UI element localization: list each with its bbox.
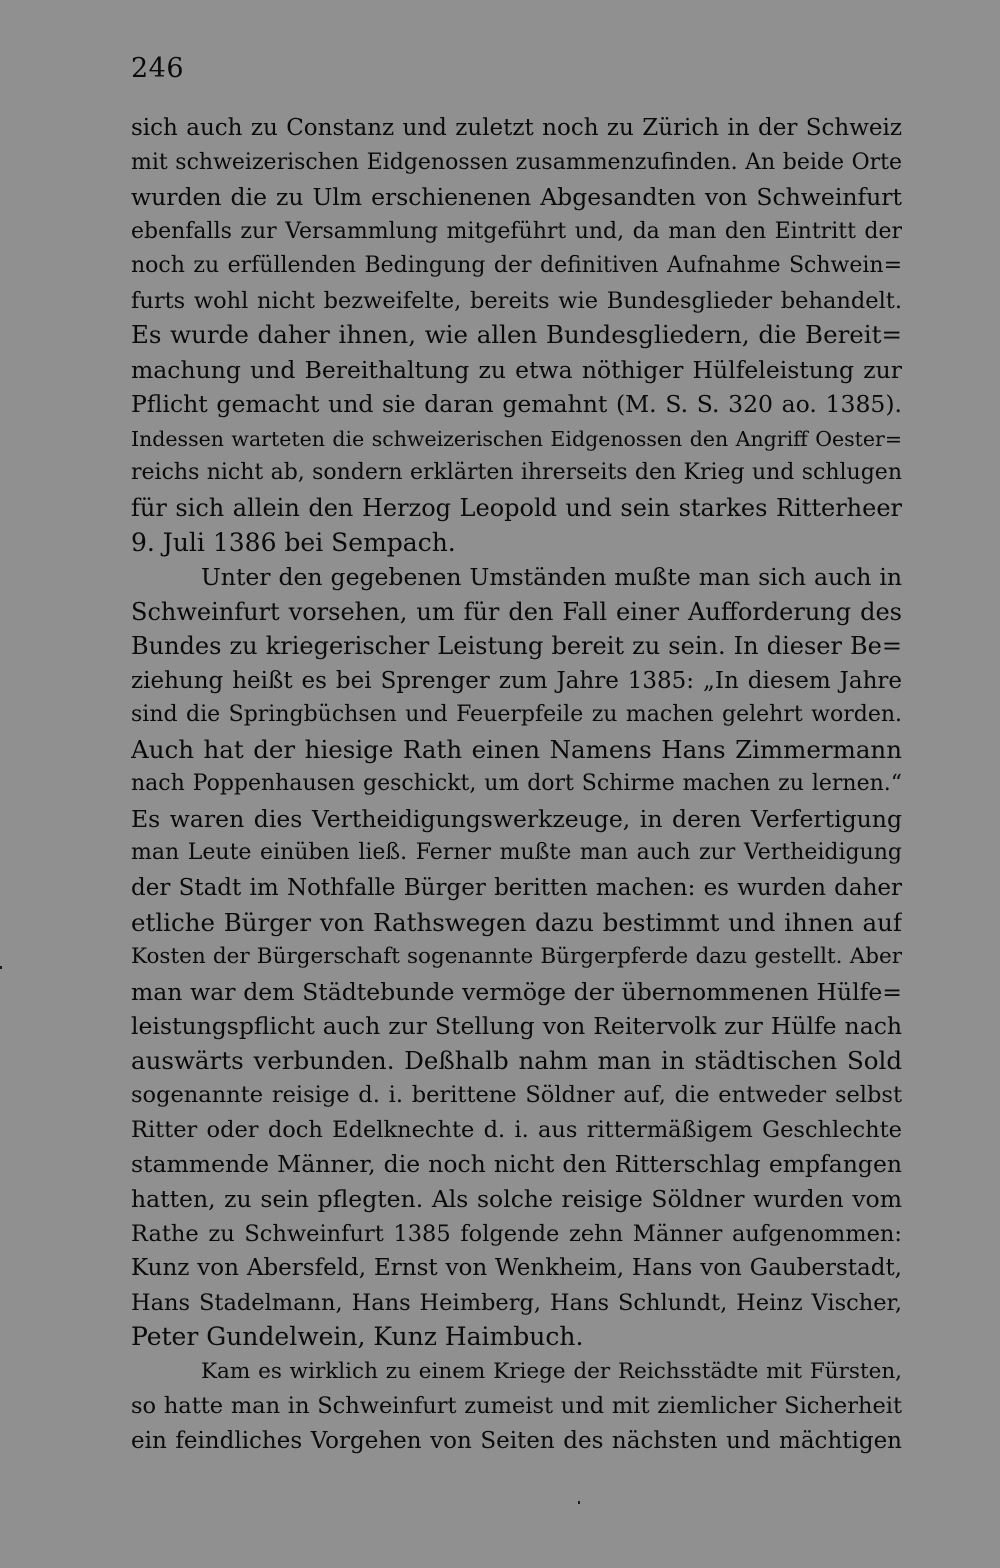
text-line: nach Poppenhausen geschickt, um dort Schirme machen zu lernen.“ <box>131 771 902 797</box>
scan-speck <box>578 1501 580 1504</box>
text-line: Auch hat der hiesige Rath einen Namens Hans Zimmermann <box>131 734 902 764</box>
text-line: Bundes zu kriegerischer Leistung bereit zu sein. In dieser Be= <box>131 632 902 661</box>
text-line: ziehung heißt es bei Sprenger zum Jahre 1385: „In diesem Jahre <box>131 667 902 694</box>
text-line: Peter Gundelwein, Kunz Haimbuch. <box>131 1322 584 1352</box>
text-line: Kam es wirklich zu einem Kriege der Reichsstädte mit Fürsten, <box>201 1358 902 1384</box>
text-line: der Stadt im Nothfalle Bürger beritten machen: es wurden daher <box>131 875 902 902</box>
text-line: noch zu erfüllenden Bedingung der definitiven Aufnahme Schwein= <box>131 253 902 279</box>
text-line: reichs nicht ab, sondern erklärten ihrerseits den Krieg und schlugen <box>131 460 902 486</box>
text-line: sogenannte reisige d. i. berittene Söldner auf, die entweder selbst <box>131 1082 902 1109</box>
text-line: Indessen warteten die schweizerischen Eidgenossen den Angriff Oester= <box>131 426 902 451</box>
text-line: Es waren dies Vertheidigungswerkzeuge, in deren Verfertigung <box>131 804 902 833</box>
text-line: hatten, zu sein pflegten. Als solche reisige Söldner wurden vom <box>131 1184 902 1213</box>
body-text <box>131 111 902 1458</box>
text-line: Kosten der Bürgerschaft sogenannte Bürgerpferde dazu gestellt. Aber <box>131 944 902 970</box>
text-line: Kunz von Abersfeld, Ernst von Wenkheim, Hans von Gauberstadt, <box>131 1255 902 1282</box>
text-line: leistungspflicht auch zur Stellung von Reitervolk zur Hülfe nach <box>131 1012 902 1041</box>
text-line: etliche Bürger von Rathswegen dazu bestimmt und ihnen auf <box>131 907 902 937</box>
text-line: machung und Bereithaltung zu etwa nöthiger Hülfeleistung zur <box>131 355 902 384</box>
text-line: auswärts verbunden. Deßhalb nahm man in städtischen Sold <box>131 1045 902 1075</box>
text-line: Pflicht gemacht und sie daran gemahnt (M. S. S. 320 ao. 1385). <box>131 390 902 419</box>
text-line: stammende Männer, die noch nicht den Ritterschlag empfangen <box>131 1150 902 1179</box>
text-line: Es wurde daher ihnen, wie allen Bundesgliedern, die Bereit= <box>131 320 902 350</box>
page-number: 246 <box>131 53 185 84</box>
text-line: mit schweizerischen Eidgenossen zusammenzufinden. An beide Orte <box>131 149 902 175</box>
text-line: man Leute einüben ließ. Ferner mußte man auch zur Vertheidigung <box>131 840 902 866</box>
text-line: Rathe zu Schweinfurt 1385 folgende zehn Männer aufgenommen: <box>131 1220 902 1247</box>
text-line: man war dem Städtebunde vermöge der übernommenen Hülfe= <box>131 977 902 1006</box>
text-line: sind die Springbüchsen und Feuerpfeile zu machen gelehrt worden. <box>131 702 902 728</box>
text-line: Unter den gegebenen Umständen mußte man sich auch in <box>201 563 902 592</box>
text-line: ebenfalls zur Versammlung mitgeführt und, da man den Eintritt der <box>131 218 902 244</box>
text-line: Hans Stadelmann, Hans Heimberg, Hans Schlundt, Heinz Vischer, <box>131 1289 902 1316</box>
text-line: 9. Juli 1386 bei Sempach. <box>131 527 456 557</box>
text-line: Ritter oder doch Edelknechte d. i. aus rittermäßigem Geschlechte <box>131 1116 902 1143</box>
scan-speck <box>0 966 2 969</box>
text-line: ein feindliches Vorgehen von Seiten des nächsten und mächtigen <box>131 1427 902 1454</box>
text-line: sich auch zu Constanz und zuletzt noch zu Zürich in der Schweiz <box>131 115 902 141</box>
text-line: Schweinfurt vorsehen, um für den Fall einer Aufforderung des <box>131 597 902 626</box>
text-line: wurden die zu Ulm erschienenen Abgesandten von Schweinfurt <box>131 183 902 212</box>
text-line: furts wohl nicht bezweifelte, bereits wie Bundesglieder behandelt. <box>131 287 902 314</box>
text-line: für sich allein den Herzog Leopold und sein starkes Ritterheer <box>131 494 902 523</box>
text-line: so hatte man in Schweinfurt zumeist und mit ziemlicher Sicherheit <box>131 1393 902 1420</box>
